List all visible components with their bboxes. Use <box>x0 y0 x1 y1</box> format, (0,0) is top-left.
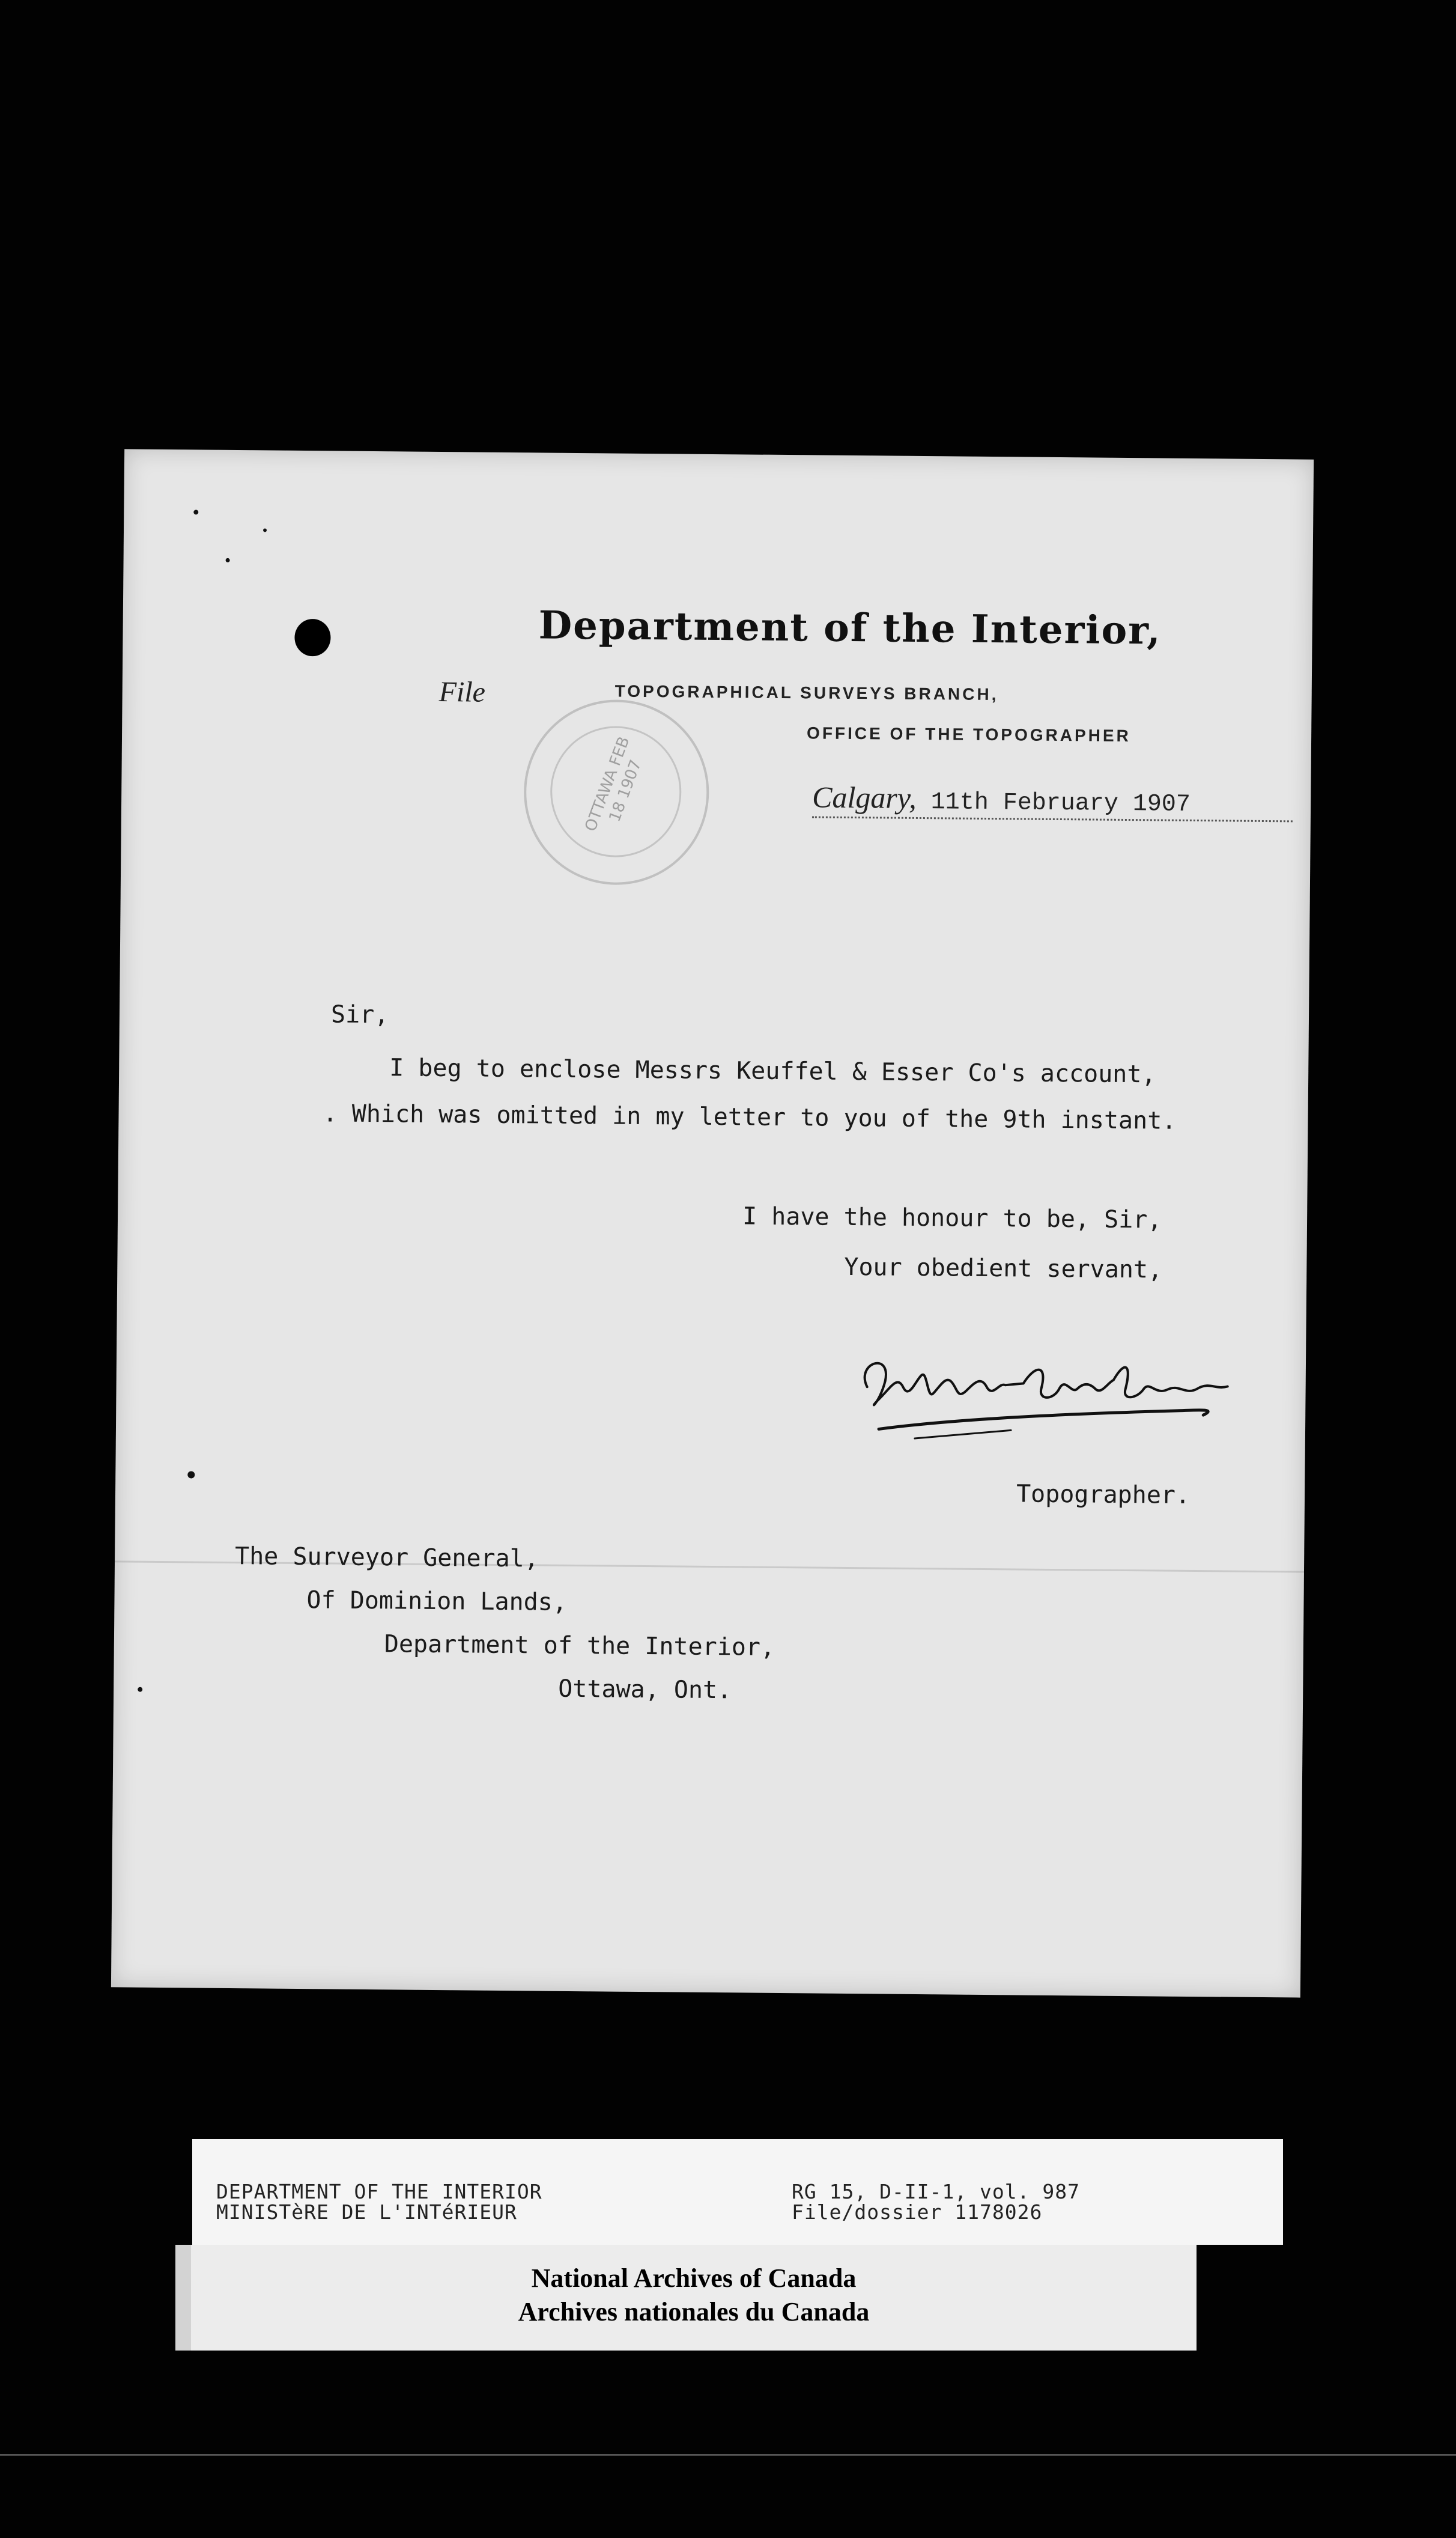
letter-sheet <box>111 449 1314 1997</box>
speck <box>263 528 267 532</box>
branch-name: TOPOGRAPHICAL SURVEYS BRANCH, <box>614 681 999 704</box>
signature-image <box>843 1339 1264 1462</box>
place-name: Calgary, <box>811 780 917 815</box>
body-line-2: . Which was omitted in my letter to you of the 9th instant. <box>323 1100 1177 1135</box>
salutation: Sir, <box>330 1000 389 1029</box>
speck <box>187 1471 195 1478</box>
speck <box>226 558 230 562</box>
closing-line-1: I have the honour to be, Sir, <box>742 1202 1162 1234</box>
dateline <box>812 779 1293 822</box>
department-fr: MINISTèRE DE L'INTéRIEUR <box>216 2200 517 2224</box>
department-en: DEPARTMENT OF THE INTERIOR <box>216 2180 542 2203</box>
closing-line-2: Your obedient servant, <box>844 1253 1163 1284</box>
office-name: OFFICE OF THE TOPOGRAPHER <box>806 723 1131 746</box>
punch-hole <box>294 619 331 657</box>
film-edge-line <box>0 2454 1456 2456</box>
speck <box>138 1687 142 1692</box>
address-line-1: The Surveyor General, <box>234 1542 539 1573</box>
file-label: File <box>438 675 486 708</box>
address-line-2: Of Dominion Lands, <box>306 1586 568 1616</box>
letter-date: 11th February 1907 <box>930 789 1191 818</box>
archives-label <box>175 2245 1197 2351</box>
letterhead-title: Department of the Interior, <box>538 603 1162 654</box>
body-line-1: I beg to enclose Messrs Keuffel & Esser Co's account, <box>389 1054 1156 1089</box>
received-stamp <box>523 699 710 886</box>
archives-name-en: National Archives of Canada <box>531 2263 857 2293</box>
received-stamp-text: OTTAWA FEB 18 1907 <box>581 734 646 834</box>
file-number: File/dossier 1178026 <box>792 2200 1043 2224</box>
address-line-4: Ottawa, Ont. <box>558 1675 732 1705</box>
signature <box>843 1339 1264 1462</box>
archives-name-fr: Archives nationales du Canada <box>518 2297 870 2326</box>
address-line-3: Department of the Interior, <box>384 1630 775 1661</box>
signer-title: Topographer. <box>1016 1480 1191 1509</box>
record-group: RG 15, D-II-1, vol. 987 <box>792 2180 1080 2203</box>
reference-label <box>192 2139 1283 2245</box>
speck <box>193 510 198 514</box>
